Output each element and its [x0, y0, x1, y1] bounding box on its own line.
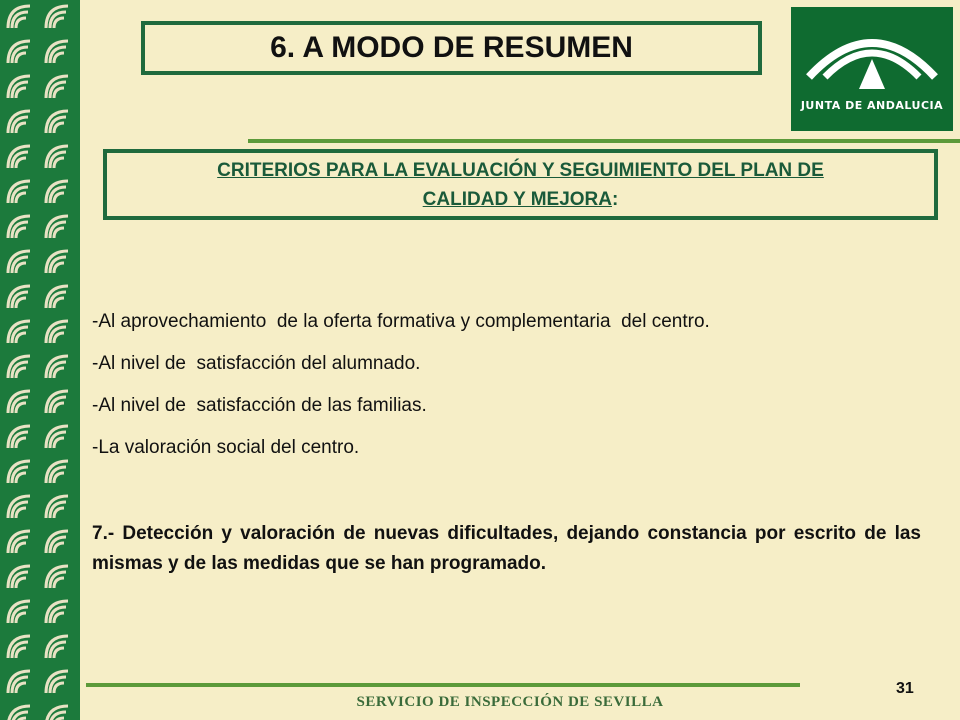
- sidebar-pattern: [0, 0, 80, 720]
- sidebar-motif: [8, 286, 30, 308]
- decorative-sidebar: [0, 0, 80, 720]
- sidebar-motif: [8, 356, 30, 378]
- sidebar-motif: [8, 111, 30, 133]
- sidebar-motif: [8, 531, 30, 553]
- criteria-list: [92, 307, 922, 475]
- page-number: 31: [896, 680, 914, 697]
- logo-text: JUNTA DE ANDALUCIA: [800, 99, 944, 112]
- footer-rule: [86, 683, 800, 687]
- sidebar-motif: [46, 321, 68, 343]
- sidebar-motif: [8, 6, 30, 28]
- criteria-line-2: CALIDAD Y MEJORA: [422, 188, 612, 210]
- sidebar-motif: [8, 566, 30, 588]
- sidebar-motif: [46, 566, 68, 588]
- sidebar-motif: [8, 426, 30, 448]
- sidebar-motif: [8, 146, 30, 168]
- footer-text: SERVICIO DE INSPECCIÓN DE SEVILLA: [356, 694, 664, 710]
- sidebar-motif: [8, 461, 30, 483]
- sidebar-motif: [46, 251, 68, 273]
- sidebar-motif: [8, 391, 30, 413]
- sidebar-motif: [46, 496, 68, 518]
- sidebar-motif: [8, 181, 30, 203]
- sidebar-motif: [46, 356, 68, 378]
- logo-emblem-icon: [791, 7, 953, 131]
- sidebar-motif: [8, 601, 30, 623]
- list-item: -Al nivel de satisfacción del alumnado.: [92, 353, 421, 374]
- slide-title: 6. A MODO DE RESUMEN: [141, 21, 762, 75]
- sidebar-motif: [8, 636, 30, 658]
- sidebar-motif: [8, 496, 30, 518]
- sidebar-motif: [8, 76, 30, 98]
- sidebar-motif: [8, 216, 30, 238]
- sidebar-motif: [46, 146, 68, 168]
- summary-paragraph: 7.- Detección y valoración de nuevas dificultades, dejando constancia por escrito de las mismas y de las medidas que se han programado.: [92, 523, 921, 574]
- sidebar-motif: [8, 321, 30, 343]
- criteria-heading: [103, 149, 938, 220]
- header-rule: [248, 139, 960, 143]
- sidebar-motif: [46, 601, 68, 623]
- sidebar-motif: [8, 251, 30, 273]
- sidebar-motif: [46, 461, 68, 483]
- junta-de-andalucia-logo: [791, 7, 953, 131]
- sidebar-motif: [46, 671, 68, 693]
- sidebar-motif: [46, 391, 68, 413]
- sidebar-motif: [46, 181, 68, 203]
- sidebar-motif: [46, 111, 68, 133]
- sidebar-motif: [46, 41, 68, 63]
- sidebar-motif: [46, 531, 68, 553]
- sidebar-motif: [46, 76, 68, 98]
- sidebar-motif: [46, 636, 68, 658]
- criteria-colon: :: [612, 188, 619, 210]
- sidebar-motif: [46, 426, 68, 448]
- list-item: -La valoración social del centro.: [92, 437, 360, 458]
- sidebar-motif: [8, 671, 30, 693]
- list-item: -Al aprovechamiento de la oferta formativa y complementaria del centro.: [92, 311, 710, 332]
- sidebar-motif: [46, 216, 68, 238]
- sidebar-motif: [46, 286, 68, 308]
- sidebar-motif: [8, 41, 30, 63]
- sidebar-motif: [46, 6, 68, 28]
- list-item: -Al nivel de satisfacción de las familias.: [92, 395, 427, 416]
- criteria-line-1: CRITERIOS PARA LA EVALUACIÓN Y SEGUIMIENTO DEL PLAN DE: [217, 159, 824, 181]
